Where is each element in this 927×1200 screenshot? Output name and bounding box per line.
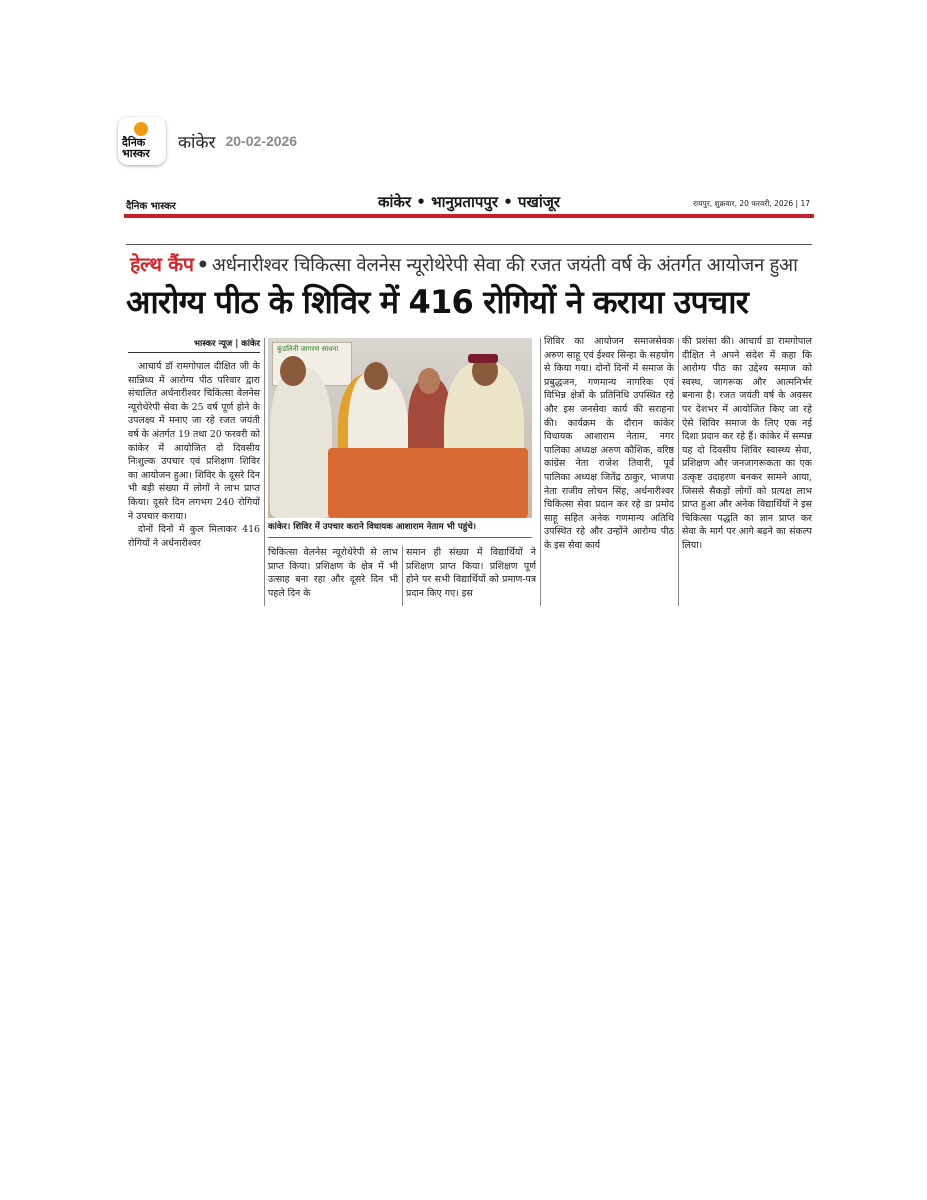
- photo-caption: कांकेर। शिविर में उपचार कराने विधायक आशाराम नेताम भी पहुंचे।: [268, 522, 477, 532]
- source-city: कांकेर: [178, 132, 216, 153]
- column-1-para-1: आचार्य डॉ रामगोपाल दीक्षित जी के सान्निध्य में आरोग्य पीठ परिवार द्वारा संचालित अर्धनारीश्वर चिकित्सा वेलनेस न्यूरोथेरेपी सेवा के 25 वर्ष पूर्ण होने के उपलक्ष्य में मनाए जा रहे रजत जयंती वर्ष के अंतर्गत 19 तथा 20 फरवरी को कांकेर में आयोजित दो दिवसीय निःशुल्क उपचार एवं प्रशिक्षण शिविर का आयोजन हुआ। शिविर के दूसरे दिन भी बड़ी संख्या में लोगों ने लाभ प्राप्त किया। दूसरे दिन लगभग 240 रोगियों ने उपचार कराया।: [128, 361, 260, 522]
- dainik-bhaskar-logo[interactable]: [118, 117, 166, 165]
- source-date: 20-02-2026: [225, 133, 298, 149]
- caption-rule: [268, 537, 532, 538]
- article-top-rule: [126, 244, 812, 245]
- article-headline: आरोग्य पीठ के शिविर में 416 रोगियों ने कराया उपचार: [126, 283, 748, 321]
- kicker-text: अर्धनारीश्वर चिकित्सा वेलनेस न्यूरोथेरेपी सेवा की रजत जयंती वर्ष के अंतर्गत आयोजन हुआ: [211, 255, 798, 276]
- column-3-text: चिकित्सा वेलनेस न्यूरोथेरेपी से लाभ प्राप्त किया। प्रशिक्षण के क्षेत्र में भी उत्साह बना रहा और दूसरे दिन भी पहले दिन के: [268, 547, 398, 599]
- column-5-text: शिविर का आयोजन समाजसेवक अरुण साहू एवं ईश्वर सिन्हा के सहयोग से किया गया। दोनों दिनों में समाज के प्रबुद्धजन, गणमान्य नागरिक एवं विभिन्न क्षेत्रों के प्रतिनिधि उपस्थित रहे और इस जनसेवा कार्य की सराहना की। कार्यक्रम के दौरान कांकेर विधायक आशाराम नेताम, नगर पालिका अध्यक्ष अरुण कौशिक, वरिष्ठ कांग्रेस नेता राजेश तिवारी, पूर्व पालिका अध्यक्ष जितेंद्र ठाकुर, भाजपा नेता राजीव लोचन सिंह, अर्धनारीश्वर चिकित्सा सेवा प्रदान कर रहे डा प्रमोद साहू सहित अनेक गणमान्य अतिथि उपस्थित रहे और उन्होंने आरोग्य पीठ के इस सेवा कार्य: [544, 336, 674, 551]
- masthead-edition: कांकेर • भानुप्रतापपुर • पखांजूर: [378, 193, 560, 211]
- newspaper-clipping: [124, 190, 814, 610]
- person-head: [280, 356, 306, 386]
- masthead-paper-name: दैनिक भास्कर: [126, 201, 176, 212]
- person-cap: [468, 354, 498, 363]
- column-4-text: समान ही संख्या में विद्यार्थियों ने प्रशिक्षण प्राप्त किया। प्रशिक्षण पूर्ण होने पर सभी विद्यार्थियों को प्रमाण-पत्र प्रदान किए गए। इस: [406, 547, 536, 599]
- article-column-1: [128, 360, 260, 606]
- masthead-date-page: रायपुर, शुक्रवार, 20 फरवरी, 2026 | 17: [693, 199, 810, 208]
- article-column-3: [268, 546, 398, 606]
- column-1-para-2: दोनों दिनों में कुल मिलाकर 416 रोगियों ने अर्धनारीश्वर: [128, 524, 260, 549]
- article-column-5: [544, 335, 674, 606]
- kicker-tag: हेल्थ कैंप: [130, 253, 194, 276]
- logo-line1: दैनिक: [122, 136, 146, 149]
- article-kicker: [130, 250, 814, 277]
- column-6-text: की प्रशंसा की। आचार्य डा रामगोपाल दीक्षित ने अपने संदेश में कहा कि आरोग्य पीठ का उद्देश्य समाज को स्वस्थ, जागरूक और आत्मनिर्भर बनाना है। रजत जयंती वर्ष के अवसर पर देशभर में आयोजित किए जा रहे ऐसे शिविर समाज के लिए एक नई दिशा प्रदान कर रहे हैं। कांकेर में सम्पन्न यह दो दिवसीय शिविर स्वास्थ्य सेवा, प्रशिक्षण और जनजागरूकता का एक उत्कृष्ट उदाहरण बनकर सामने आया, जिससे सैकड़ों लोगों को प्रत्यक्ष लाभ प्राप्त हुआ और अनेक विद्यार्थियों ने इस चिकित्सा पद्धति का ज्ञान प्राप्त कर सेवा के मार्ग पर आगे बढ़ने का संकल्प लिया।: [682, 336, 812, 551]
- person-head: [364, 362, 388, 390]
- source-bar: [118, 116, 297, 166]
- column-divider: [402, 546, 403, 606]
- column-divider: [678, 338, 679, 606]
- masthead-red-rule: [124, 214, 814, 218]
- photo-banner-text: कुंडलिनी जागरण साधना: [277, 345, 339, 353]
- column-divider: [540, 338, 541, 606]
- person-head: [418, 368, 440, 394]
- logo-line2: भास्कर: [122, 147, 150, 160]
- person-figure: [270, 368, 332, 518]
- photo-table: [328, 448, 528, 518]
- sun-icon: [134, 122, 148, 136]
- article-column-6: [682, 335, 812, 606]
- kicker-dot: •: [196, 253, 209, 276]
- article-column-4: [406, 546, 536, 606]
- article-byline: भास्कर न्यूज | कांकेर: [128, 338, 260, 353]
- column-divider: [264, 338, 265, 606]
- article-photo: [268, 338, 532, 518]
